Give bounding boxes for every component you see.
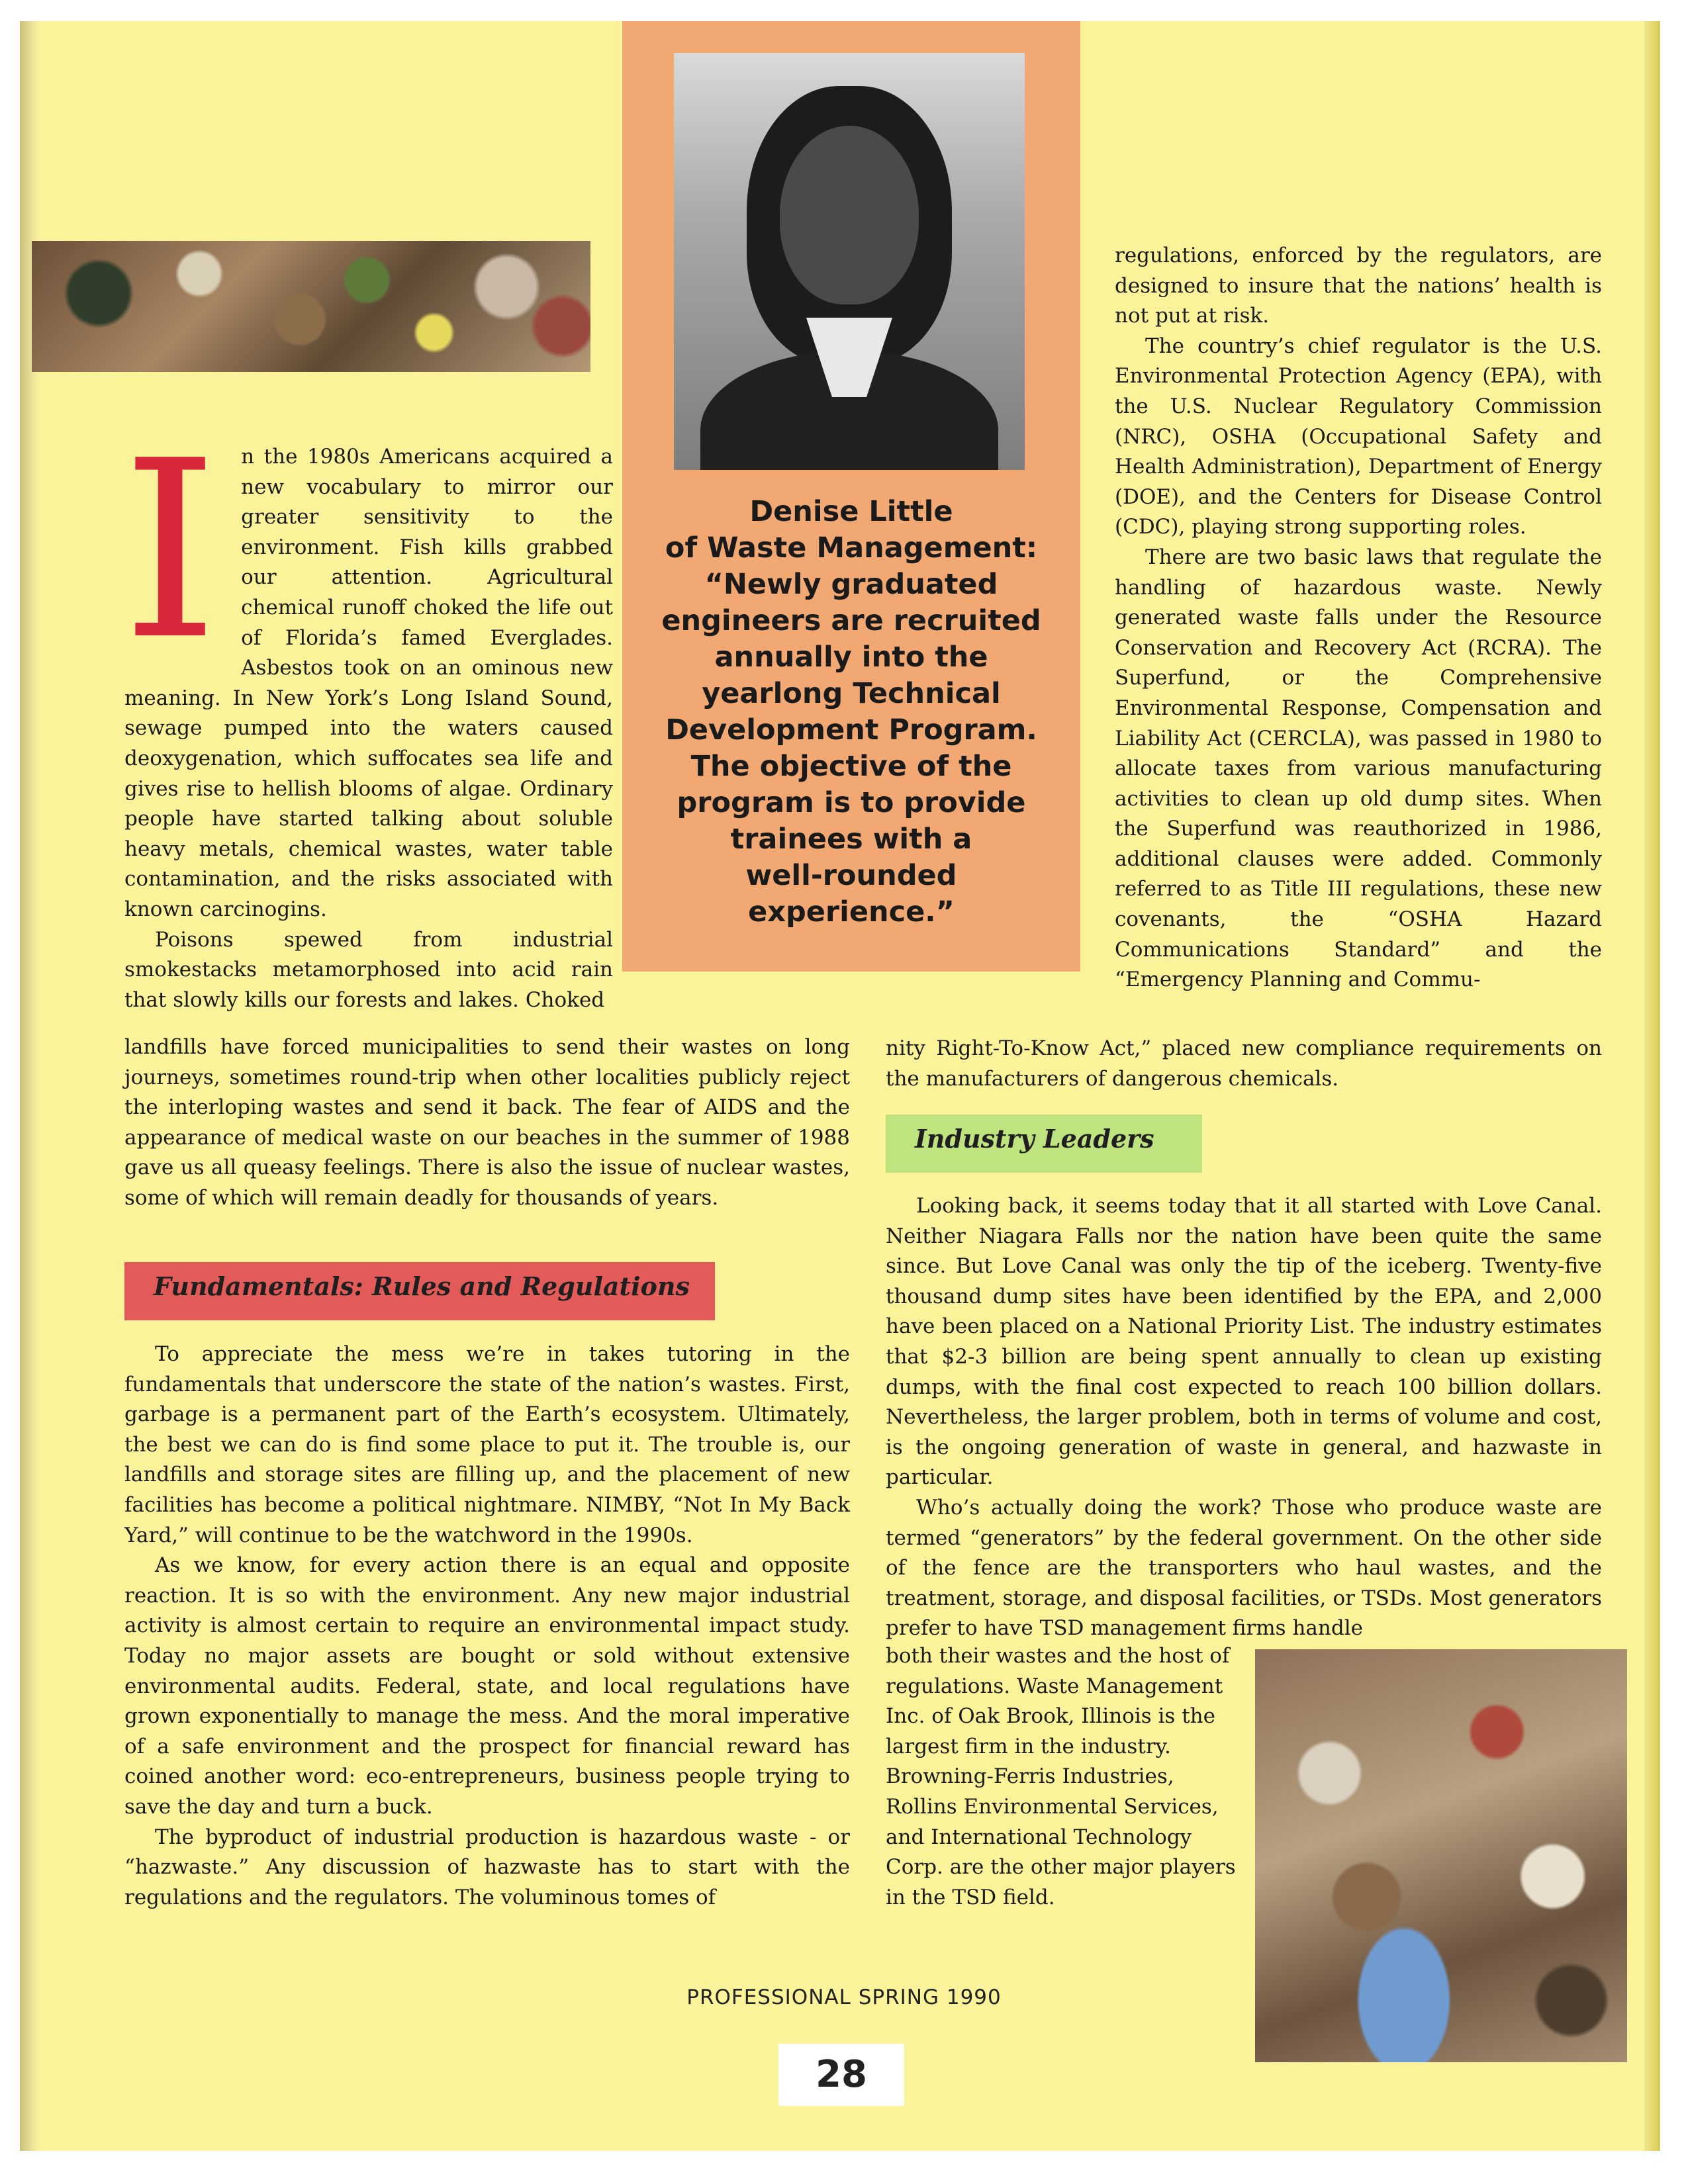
- page-number: 28: [778, 2044, 904, 2106]
- quote-line: experience.”: [748, 895, 955, 929]
- portrait-photo: [674, 53, 1025, 470]
- magazine-page: [20, 21, 1660, 2151]
- quote-line: “Newly graduated: [704, 568, 998, 601]
- quote-line: yearlong Technical: [702, 677, 1001, 710]
- paragraph: There are two basic laws that regulate the handling of hazardous waste. Newly generated waste falls under the Resource Conservation and Recovery Act (RCRA). The Superfund, or the Comprehensive Environmental Response, Compensation and Liability Act (CERCLA), was passed in 1980 to allocate taxes from various manufacturing activities to clean up old dump sites. When the Superfund was reauthorized in 1986, additional clauses were added. Commonly referred to as Title III regulations, these new covenants, the “OSHA Hazard Communications Standard” and the “Emergency Planning and Commu-: [1115, 545, 1602, 992]
- paragraph: As we know, for every action there is an equal and opposite reaction. It is so with the environment. Any new major industrial activity is almost certain to require an environmental impact study. Today no major assets are bought or sold without extensive environmental audits. Federal, state, and local regulations have grown exponentially to manage the mess. And the moral imperative of a safe environment and the prospect for financial reward has coined another word: eco-entrepreneurs, business people trying to save the day and turn a buck.: [124, 1553, 850, 1819]
- drop-cap: I: [122, 409, 219, 694]
- page-edge: [1644, 21, 1660, 2151]
- paragraph: The country’s chief regulator is the U.S. Environmental Protection Agency (EPA), with the U.S. Nuclear Regulatory Commission (NRC), OSHA (Occupational Safety and Health Administration), Department of Energy (DOE), and the Centers for Disease Control (CDC), playing strong supporting roles.: [1115, 334, 1602, 539]
- paragraph: To appreciate the mess we’re in takes tutoring in the fundamentals that underscore the state of the nation’s wastes. First, garbage is a permanent part of the Earth’s ecosystem. Ultimately, the best we can do is find some place to put it. The trouble is, our landfills and storage sites are filling up, and the placement of new facilities has become a political nightmare. NIMBY, “Not In My Back Yard,” will continue to be the watchword in the 1990s.: [124, 1342, 850, 1547]
- publication-footer: PROFESSIONAL SPRING 1990: [686, 1985, 1002, 2009]
- right-column-narrow: [886, 1641, 1237, 1913]
- section-header-fundamentals: Fundamentals: Rules and Regulations: [124, 1262, 715, 1320]
- quote-line: of Waste Management:: [665, 531, 1038, 565]
- left-column-upper: [122, 409, 613, 1015]
- left-column-lower: [124, 1032, 850, 1214]
- paragraph: landfills have forced municipalities to send their wastes on long journeys, sometimes round-trip when other localities publicly reject the interloping wastes and send it back. The fear of AIDS and the appearance of medical waste on our beaches in the summer of 1988 gave us all queasy feelings. There is also the issue of nuclear wastes, some of which will remain deadly for thousands of years.: [124, 1035, 850, 1210]
- quote-line: trainees with a: [730, 823, 972, 856]
- left-column-section: [124, 1340, 850, 1913]
- quote-line: program is to provide: [677, 786, 1026, 819]
- paragraph: Who’s actually doing the work? Those who produce waste are termed “generators” by the federal government. On the other side of the fence are the transporters who haul wastes, and the treatment, storage, and disposal facilities, or TSDs. Most generators prefer to have TSD management firms handle: [886, 1495, 1602, 1641]
- right-column-section: [886, 1191, 1602, 1644]
- paragraph: both their wastes and the host of regulations. Waste Management Inc. of Oak Brook, Illinois is the largest firm in the industry. Browning-Ferris Industries, Rollins Environmental Services, and International Technology Corp. are the other major players in the TSD field.: [886, 1644, 1236, 1909]
- quote-line: Development Program.: [665, 713, 1037, 747]
- quote-line: The objective of the: [690, 750, 1012, 783]
- quote-line: annually into the: [714, 641, 988, 674]
- landfill-photo-top: [32, 241, 590, 372]
- paragraph: The byproduct of industrial production is hazardous waste - or “hazwaste.” Any discussion of hazwaste has to start with the regulations and the regulators. The voluminous tomes of: [124, 1825, 850, 1909]
- quote-line: engineers are recruited: [661, 604, 1041, 637]
- pull-quote: [629, 494, 1074, 931]
- right-column-upper: [1115, 241, 1602, 995]
- intro-paragraph: n the 1980s Americans acquired a new vocabulary to mirror our greater sensitivity to the environment. Fish kills grabbed our attention. Agricultural chemical runoff choked the life out of Florida’s famed Everglades. Asbestos took on an ominous new meaning. In New York’s Long Island Sound, sewage pumped into the waters caused deoxygenation, which suffocates sea life and gives rise to hellish blooms of algae. Ordinary people have started talking about soluble heavy metals, chemical wastes, water table contamination, and the risks associated with known carcinogins.: [124, 445, 613, 921]
- paragraph: Looking back, it seems today that it all started with Love Canal. Neither Niagara Falls nor the nation have been quite the same since. But Love Canal was only the tip of the iceberg. Twenty-five thousand dump sites have been identified by the EPA, and 2,000 have been placed on a National Priority List. The industry estimates that $2-3 billion are being spent annually to clean up existing dumps, with the final cost expected to reach 100 billion dollars. Nevertheless, the larger problem, both in terms of volume and cost, is the ongoing generation of waste in general, and hazwaste in particular.: [886, 1194, 1602, 1490]
- right-column-continuation: [886, 1034, 1602, 1094]
- section-header-industry-leaders: Industry Leaders: [886, 1115, 1202, 1173]
- quote-line: well-rounded: [745, 859, 957, 892]
- paragraph: Poisons spewed from industrial smokestacks metamorphosed into acid rain that slowly kills our forests and lakes. Choked: [124, 927, 613, 1012]
- quote-line: Denise Little: [749, 495, 953, 528]
- paragraph: nity Right-To-Know Act,” placed new compliance requirements on the manufacturers of dangerous chemicals.: [886, 1036, 1602, 1091]
- paragraph: regulations, enforced by the regulators, are designed to insure that the nations’ health is not put at risk.: [1115, 244, 1602, 328]
